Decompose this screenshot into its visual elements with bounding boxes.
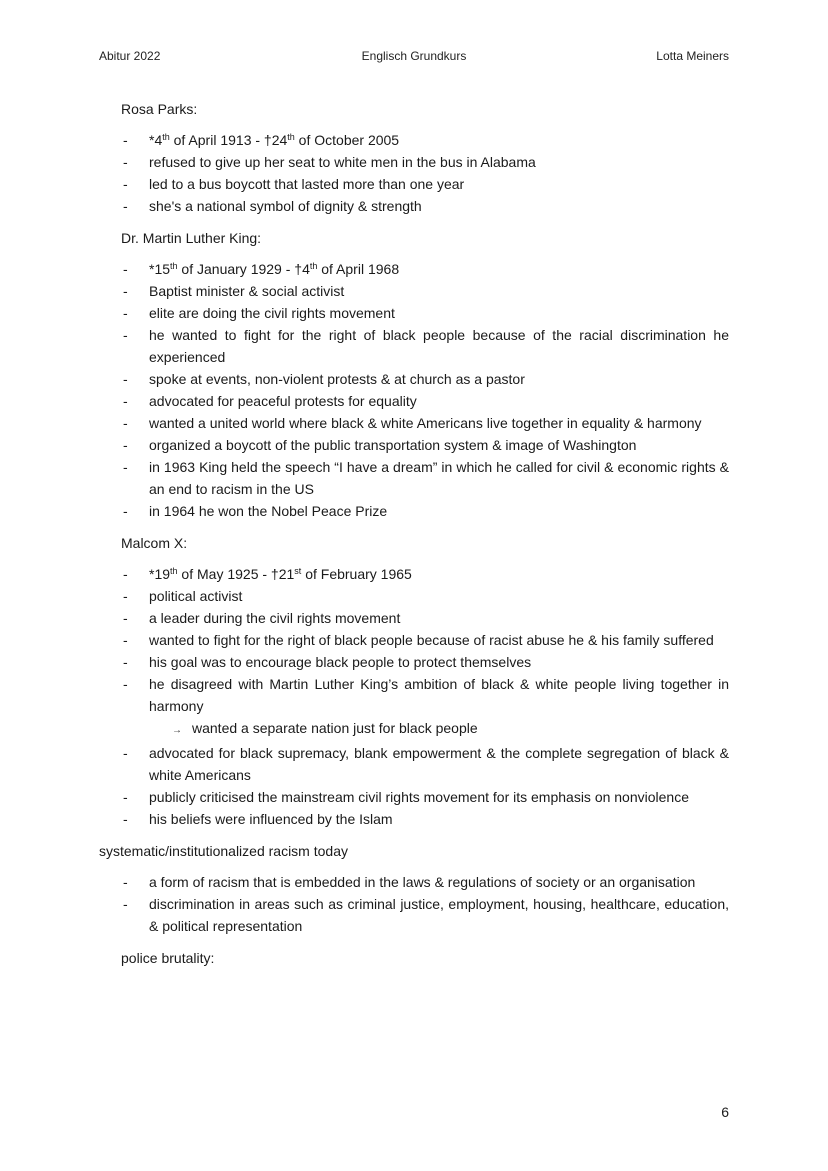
list-item: - *19th of May 1925 - †21st of February 1965 bbox=[149, 563, 729, 585]
malcolm-x-list bbox=[0, 563, 828, 717]
bullet-dash-icon: - bbox=[123, 176, 128, 192]
header-right: Lotta Meiners bbox=[656, 49, 729, 63]
malcolm-x-list-continued bbox=[0, 742, 828, 830]
rosa-parks-list bbox=[0, 129, 828, 217]
list-item: - in 1964 he won the Nobel Peace Prize bbox=[149, 500, 729, 522]
header-center: Englisch Grundkurs bbox=[361, 49, 467, 63]
list-item: - wanted a united world where black & white Americans live together in equality & harmony bbox=[149, 412, 729, 434]
bullet-dash-icon: - bbox=[123, 305, 128, 321]
bullet-dash-icon: - bbox=[123, 745, 128, 761]
list-item: - *15th of January 1929 - †4th of April 1968 bbox=[149, 258, 729, 280]
bullet-dash-icon: - bbox=[123, 676, 128, 692]
list-item: - organized a boycott of the public transportation system & image of Washington bbox=[149, 434, 729, 456]
page-number: 6 bbox=[721, 1104, 729, 1120]
list-item: - she's a national symbol of dignity & strength bbox=[149, 195, 729, 217]
list-item: - elite are doing the civil rights movement bbox=[149, 302, 729, 324]
bullet-dash-icon: - bbox=[123, 327, 128, 343]
list-item: - publicly criticised the mainstream civil rights movement for its emphasis on nonviolence bbox=[149, 786, 729, 808]
bullet-dash-icon: - bbox=[123, 437, 128, 453]
list-item: - he disagreed with Martin Luther King’s ambition of black & white people living together in harmony bbox=[149, 673, 729, 717]
bullet-dash-icon: - bbox=[123, 154, 128, 170]
bullet-dash-icon: - bbox=[123, 811, 128, 827]
list-item: - refused to give up her seat to white men in the bus in Alabama bbox=[149, 151, 729, 173]
section-heading-mlk: Dr. Martin Luther King: bbox=[121, 230, 262, 246]
bullet-dash-icon: - bbox=[123, 566, 128, 582]
bullet-dash-icon: - bbox=[123, 371, 128, 387]
section-heading-systematic-racism: systematic/institutionalized racism today bbox=[99, 843, 348, 859]
list-item: - his beliefs were influenced by the Islam bbox=[149, 808, 729, 830]
bullet-dash-icon: - bbox=[123, 132, 128, 148]
bullet-dash-icon: - bbox=[123, 588, 128, 604]
section-heading-rosa-parks: Rosa Parks: bbox=[121, 101, 198, 117]
arrow-right-icon: → bbox=[172, 725, 182, 736]
section-heading-malcolm-x: Malcom X: bbox=[121, 535, 188, 551]
bullet-dash-icon: - bbox=[123, 393, 128, 409]
list-item: - his goal was to encourage black people to protect themselves bbox=[149, 651, 729, 673]
list-item: - he wanted to fight for the right of black people because of the racial discrimination he experienced bbox=[149, 324, 729, 368]
bullet-dash-icon: - bbox=[123, 283, 128, 299]
list-item: - advocated for peaceful protests for equality bbox=[149, 390, 729, 412]
list-item: - Baptist minister & social activist bbox=[149, 280, 729, 302]
bullet-dash-icon: - bbox=[123, 654, 128, 670]
list-item: - wanted to fight for the right of black people because of racist abuse he & his family suffered bbox=[149, 629, 729, 651]
mlk-list bbox=[0, 258, 828, 522]
list-item: - led to a bus boycott that lasted more than one year bbox=[149, 173, 729, 195]
bullet-dash-icon: - bbox=[123, 261, 128, 277]
section-heading-police-brutality: police brutality: bbox=[121, 950, 215, 966]
bullet-dash-icon: - bbox=[123, 198, 128, 214]
list-item: - advocated for black supremacy, blank empowerment & the complete segregation of black & white Americans bbox=[149, 742, 729, 786]
bullet-dash-icon: - bbox=[123, 459, 128, 475]
page-content bbox=[0, 98, 828, 978]
bullet-dash-icon: - bbox=[123, 632, 128, 648]
bullet-dash-icon: - bbox=[123, 415, 128, 431]
sub-point: → wanted a separate nation just for black people bbox=[172, 720, 478, 736]
bullet-dash-icon: - bbox=[123, 503, 128, 519]
list-item: - *4th of April 1913 - †24th of October 2005 bbox=[149, 129, 729, 151]
list-item: - discrimination in areas such as criminal justice, employment, housing, healthcare, education, & political representation bbox=[149, 893, 729, 937]
bullet-dash-icon: - bbox=[123, 789, 128, 805]
list-item: - in 1963 King held the speech “I have a dream” in which he called for civil & economic rights & an end to racism in the US bbox=[149, 456, 729, 500]
bullet-dash-icon: - bbox=[123, 874, 128, 890]
bullet-dash-icon: - bbox=[123, 896, 128, 912]
bullet-dash-icon: - bbox=[123, 610, 128, 626]
list-item: - political activist bbox=[149, 585, 729, 607]
list-item: - spoke at events, non-violent protests & at church as a pastor bbox=[149, 368, 729, 390]
list-item: - a leader during the civil rights movement bbox=[149, 607, 729, 629]
systematic-racism-list bbox=[0, 871, 828, 937]
header-left: Abitur 2022 bbox=[99, 49, 161, 63]
list-item: - a form of racism that is embedded in the laws & regulations of society or an organisation bbox=[149, 871, 729, 893]
